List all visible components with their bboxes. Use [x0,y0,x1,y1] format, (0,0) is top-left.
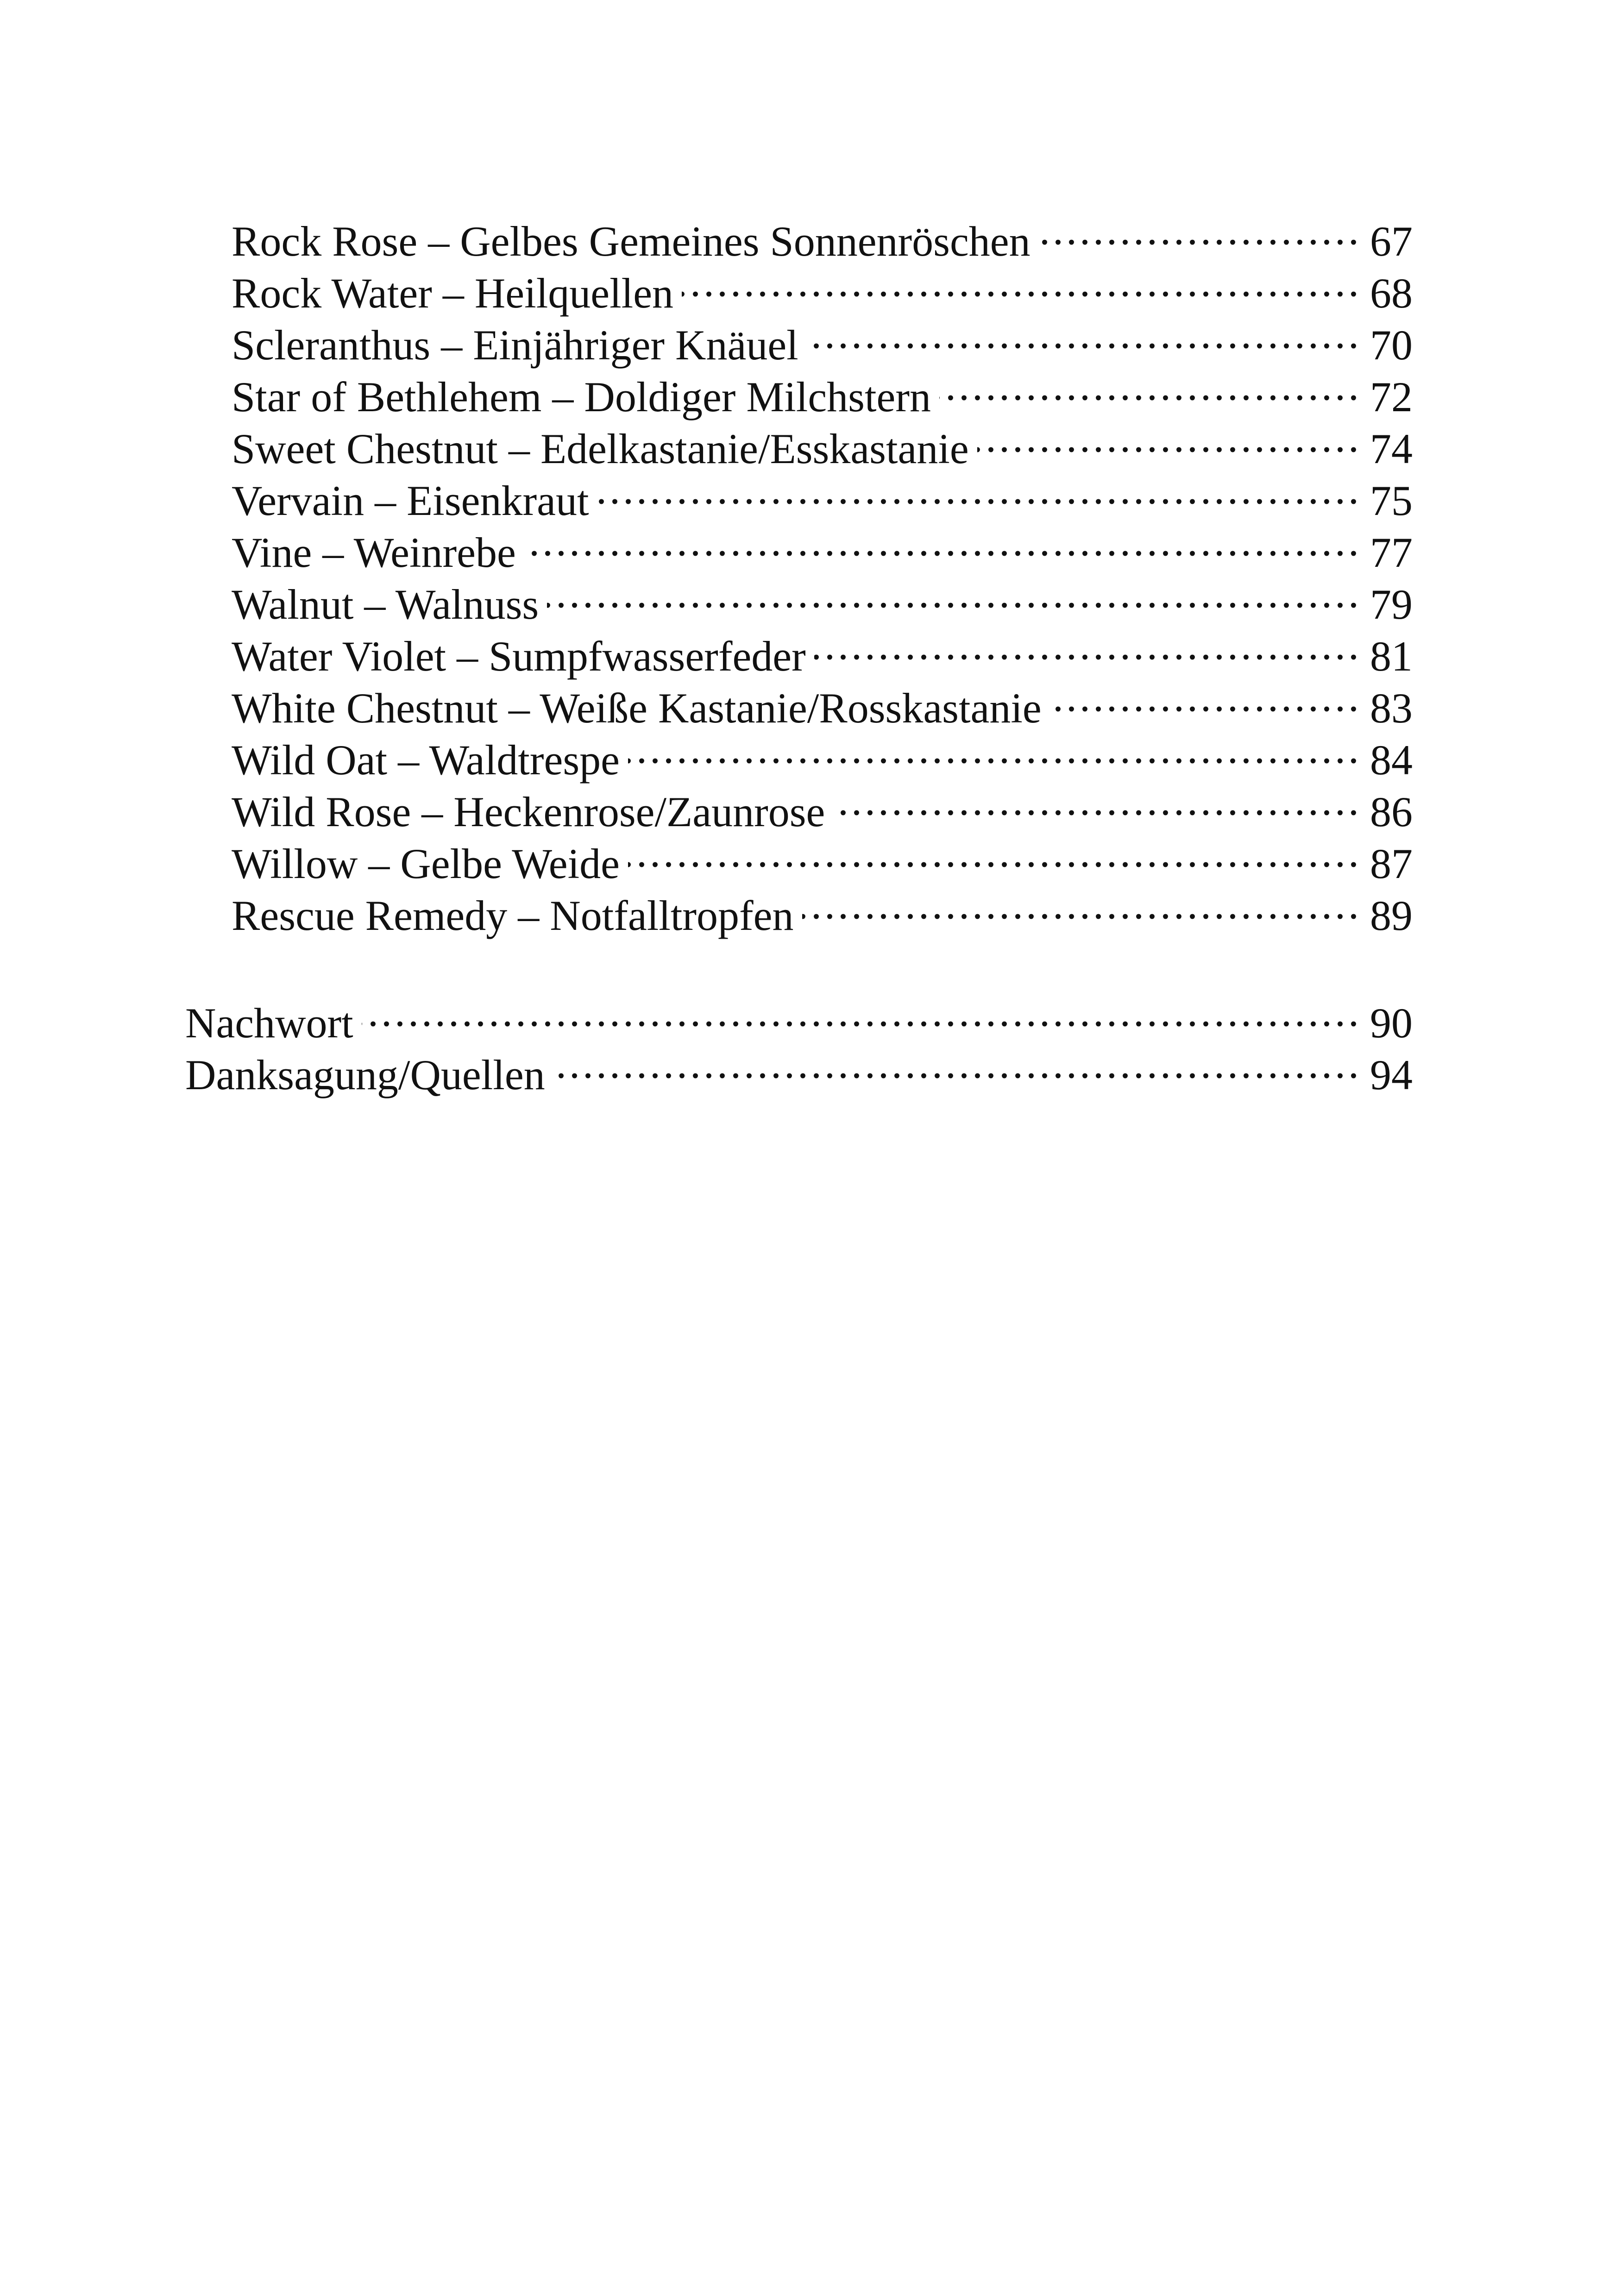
toc-entry-water-violet[interactable] [185,619,1413,680]
toc-entry-nachwort[interactable] [185,985,1413,1047]
toc-page-number: 70 [1362,319,1413,371]
toc-page-number: 94 [1362,1049,1413,1101]
toc-entry-title: Vervain – Eisenkraut [232,475,597,527]
table-of-contents [185,204,1413,1098]
dot-leader [682,256,1362,307]
toc-page-number: 87 [1362,838,1413,890]
toc-entry-title: Rock Water – Heilquellen [232,267,682,319]
toc-entry-title: Vine – Weinrebe [232,527,524,578]
toc-entry-white-chestnut[interactable] [185,671,1413,732]
toc-page-number: 84 [1362,734,1413,786]
dot-leader [628,826,1362,878]
dot-leader [833,774,1362,826]
dot-leader [939,359,1362,411]
dot-leader [1039,204,1362,256]
toc-entry-title: Wild Rose – Heckenrose/Zaunrose [232,786,833,838]
toc-page-number: 67 [1362,215,1413,267]
toc-entry-title: Rescue Remedy – Notfalltropfen [232,890,802,941]
toc-entry-willow[interactable] [185,826,1413,887]
toc-entry-title: Willow – Gelbe Weide [232,838,628,890]
toc-entry-vervain[interactable] [185,463,1413,524]
toc-page-number: 79 [1362,578,1413,630]
toc-page-number: 90 [1362,997,1413,1049]
dot-leader [524,515,1362,567]
toc-entry-title: White Chestnut – Weiße Kastanie/Rosskastanie [232,682,1050,734]
toc-entry-title: Scleranthus – Einjähriger Knäuel [232,319,807,371]
toc-entry-vine[interactable] [185,515,1413,576]
toc-entry-rock-water[interactable] [185,256,1413,317]
toc-entry-title: Rock Rose – Gelbes Gemeines Sonnenröschen [232,215,1039,267]
dot-leader [597,463,1362,515]
toc-page-number: 72 [1362,371,1413,423]
dot-leader [547,567,1362,619]
toc-entry-sweet-chestnut[interactable] [185,411,1413,472]
toc-page-number: 74 [1362,423,1413,475]
toc-entry-title: Water Violet – Sumpfwasserfeder [232,630,814,682]
toc-entry-rock-rose[interactable] [185,204,1413,265]
dot-leader [977,411,1362,463]
toc-page-number: 75 [1362,475,1413,527]
toc-entry-walnut[interactable] [185,567,1413,628]
toc-entry-rescue-remedy[interactable] [185,878,1413,939]
dot-leader [553,1037,1362,1089]
toc-entry-title: Nachwort [185,997,362,1049]
dot-leader [362,985,1362,1037]
toc-entry-title: Sweet Chestnut – Edelkastanie/Esskastanie [232,423,977,475]
dot-leader [1050,671,1362,722]
toc-entry-star-of-bethlehem[interactable] [185,359,1413,420]
toc-entry-wild-oat[interactable] [185,722,1413,784]
toc-entry-scleranthus[interactable] [185,307,1413,369]
toc-entry-title: Wild Oat – Waldtrespe [232,734,628,786]
toc-entry-danksagung-quellen[interactable] [185,1037,1413,1098]
toc-entry-wild-rose[interactable] [185,774,1413,835]
dot-leader [807,307,1362,359]
toc-page-number: 77 [1362,527,1413,578]
toc-page-number: 81 [1362,630,1413,682]
toc-page-number: 86 [1362,786,1413,838]
toc-page-number: 68 [1362,267,1413,319]
toc-page-number: 83 [1362,682,1413,734]
toc-entry-title: Star of Bethlehem – Doldiger Milchstern [232,371,939,423]
toc-entry-title: Walnut – Walnuss [232,578,547,630]
toc-page-number: 89 [1362,890,1413,941]
toc-entry-title: Danksagung/Quellen [185,1049,553,1101]
dot-leader [628,722,1362,774]
dot-leader [814,619,1362,671]
dot-leader [802,878,1362,930]
